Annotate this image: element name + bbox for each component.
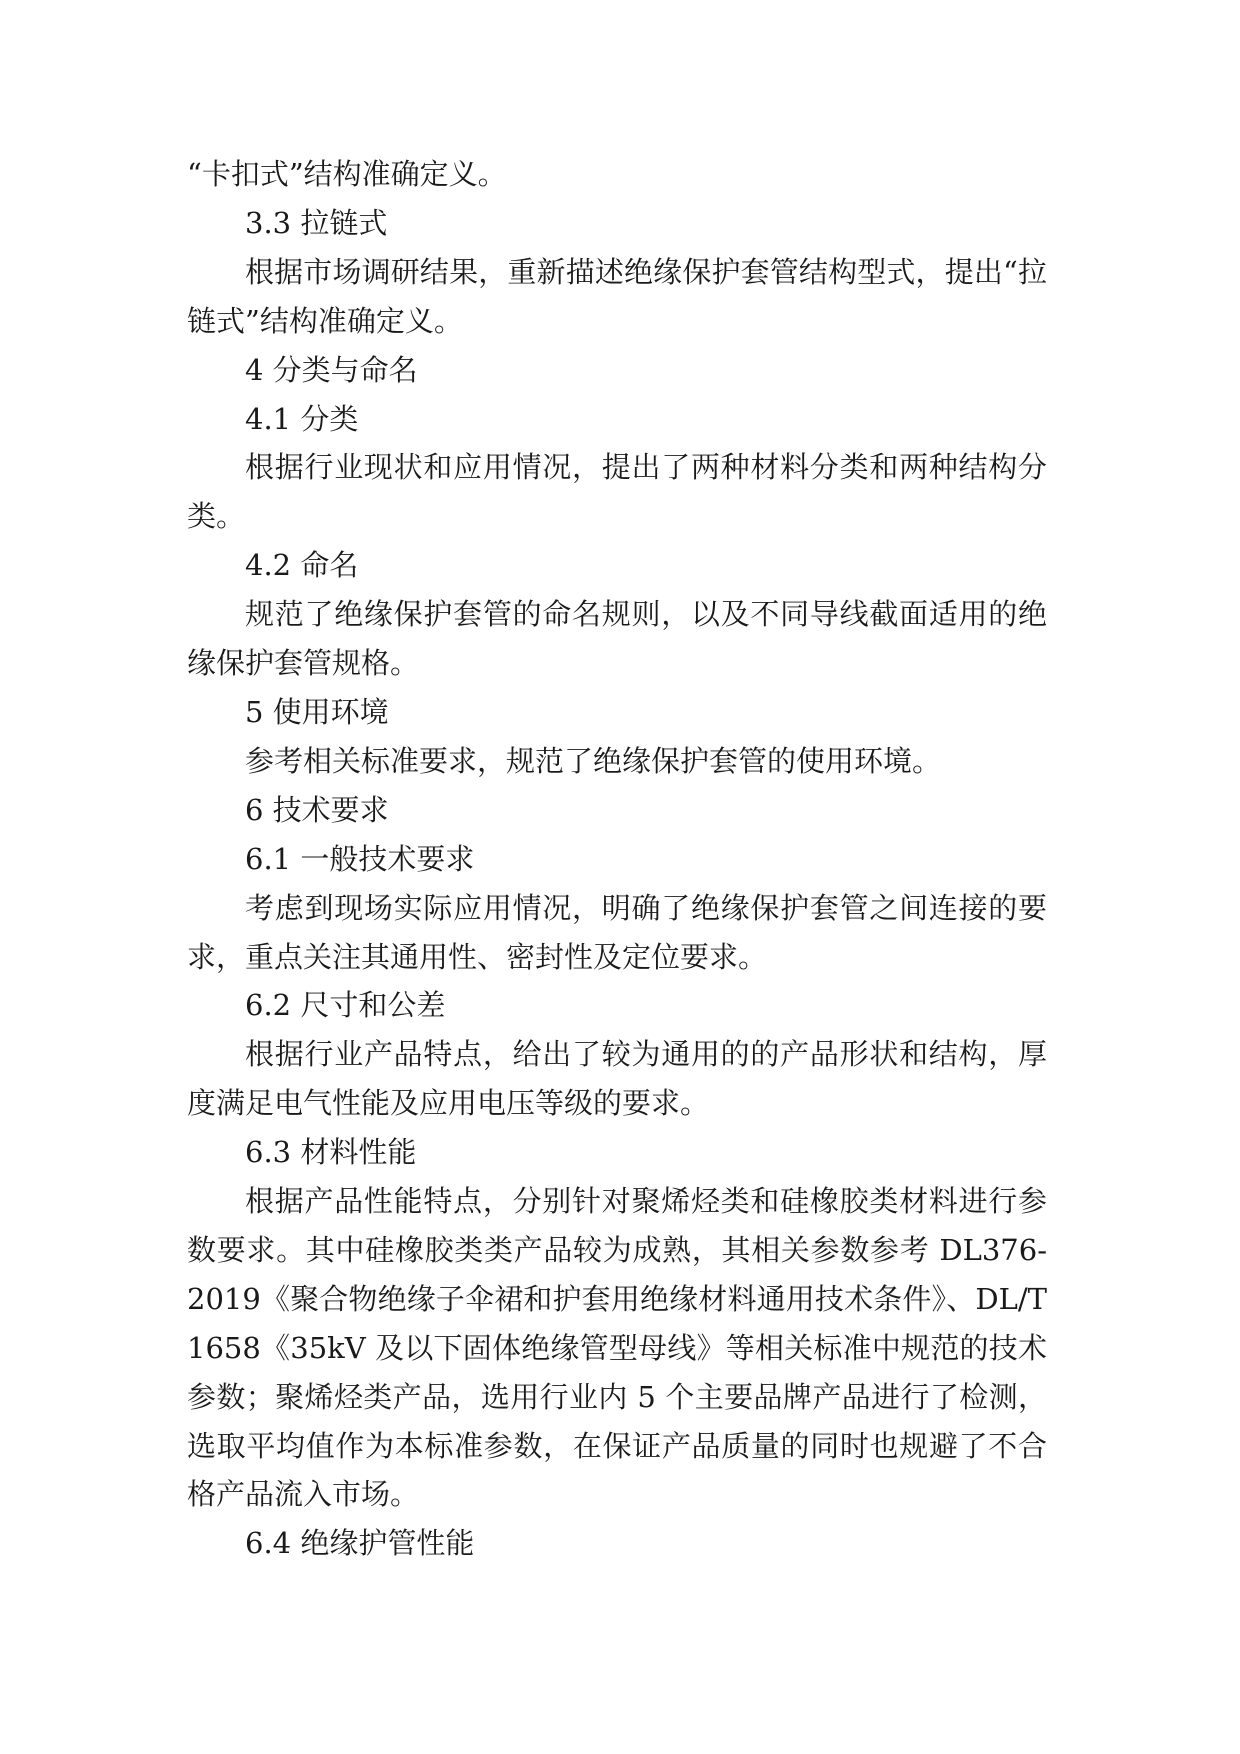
document-body <box>187 150 1047 1568</box>
heading-5: 5 使用环境 <box>245 694 389 729</box>
heading-6-1: 6.1 一般技术要求 <box>245 841 475 876</box>
paragraph: 考虑到现场实际应用情况，明确了绝缘保护套管之间连接的要求，重点关注其通用性、密封性及定位要求。 <box>187 890 1047 974</box>
paragraph: 规范了绝缘保护套管的命名规则，以及不同导线截面适用的绝缘保护套管规格。 <box>187 597 1047 681</box>
paragraph: 根据产品性能特点，分别针对聚烯烃类和硅橡胶类材料进行参数要求。其中硅橡胶类类产品较为成熟，其相关参数参考 DL376-2019《聚合物绝缘子伞裙和护套用绝缘材料通用技术条件》、DL/T 1658《35kV 及以下固体绝缘管型母线》等相关标准中规范的技术参数；聚烯烃类产品，选用行业内 5 个主要品牌产品进行了检测，选取平均值作为本标准参数，在保证产品质量的同时也规避了不合格产品流入市场。 <box>187 1184 1047 1512</box>
heading-6: 6 技术要求 <box>245 792 389 827</box>
heading-4: 4 分类与命名 <box>245 352 418 387</box>
paragraph: 根据市场调研结果，重新描述绝缘保护套管结构型式，提出“拉链式”结构准确定义。 <box>187 254 1047 338</box>
paragraph: 根据行业现状和应用情况，提出了两种材料分类和两种结构分类。 <box>187 450 1047 534</box>
heading-4-1: 4.1 分类 <box>245 401 359 436</box>
heading-6-2: 6.2 尺寸和公差 <box>245 988 446 1023</box>
paragraph-continuation: “卡扣式”结构准确定义。 <box>187 157 507 191</box>
paragraph: 根据行业产品特点，给出了较为通用的的产品形状和结构，厚度满足电气性能及应用电压等级的要求。 <box>187 1037 1047 1121</box>
heading-4-2: 4.2 命名 <box>245 548 359 583</box>
heading-6-3: 6.3 材料性能 <box>245 1135 417 1170</box>
heading-3-3: 3.3 拉链式 <box>245 205 388 240</box>
heading-6-4: 6.4 绝缘护管性能 <box>245 1526 475 1561</box>
paragraph: 参考相关标准要求，规范了绝缘保护套管的使用环境。 <box>245 743 942 778</box>
